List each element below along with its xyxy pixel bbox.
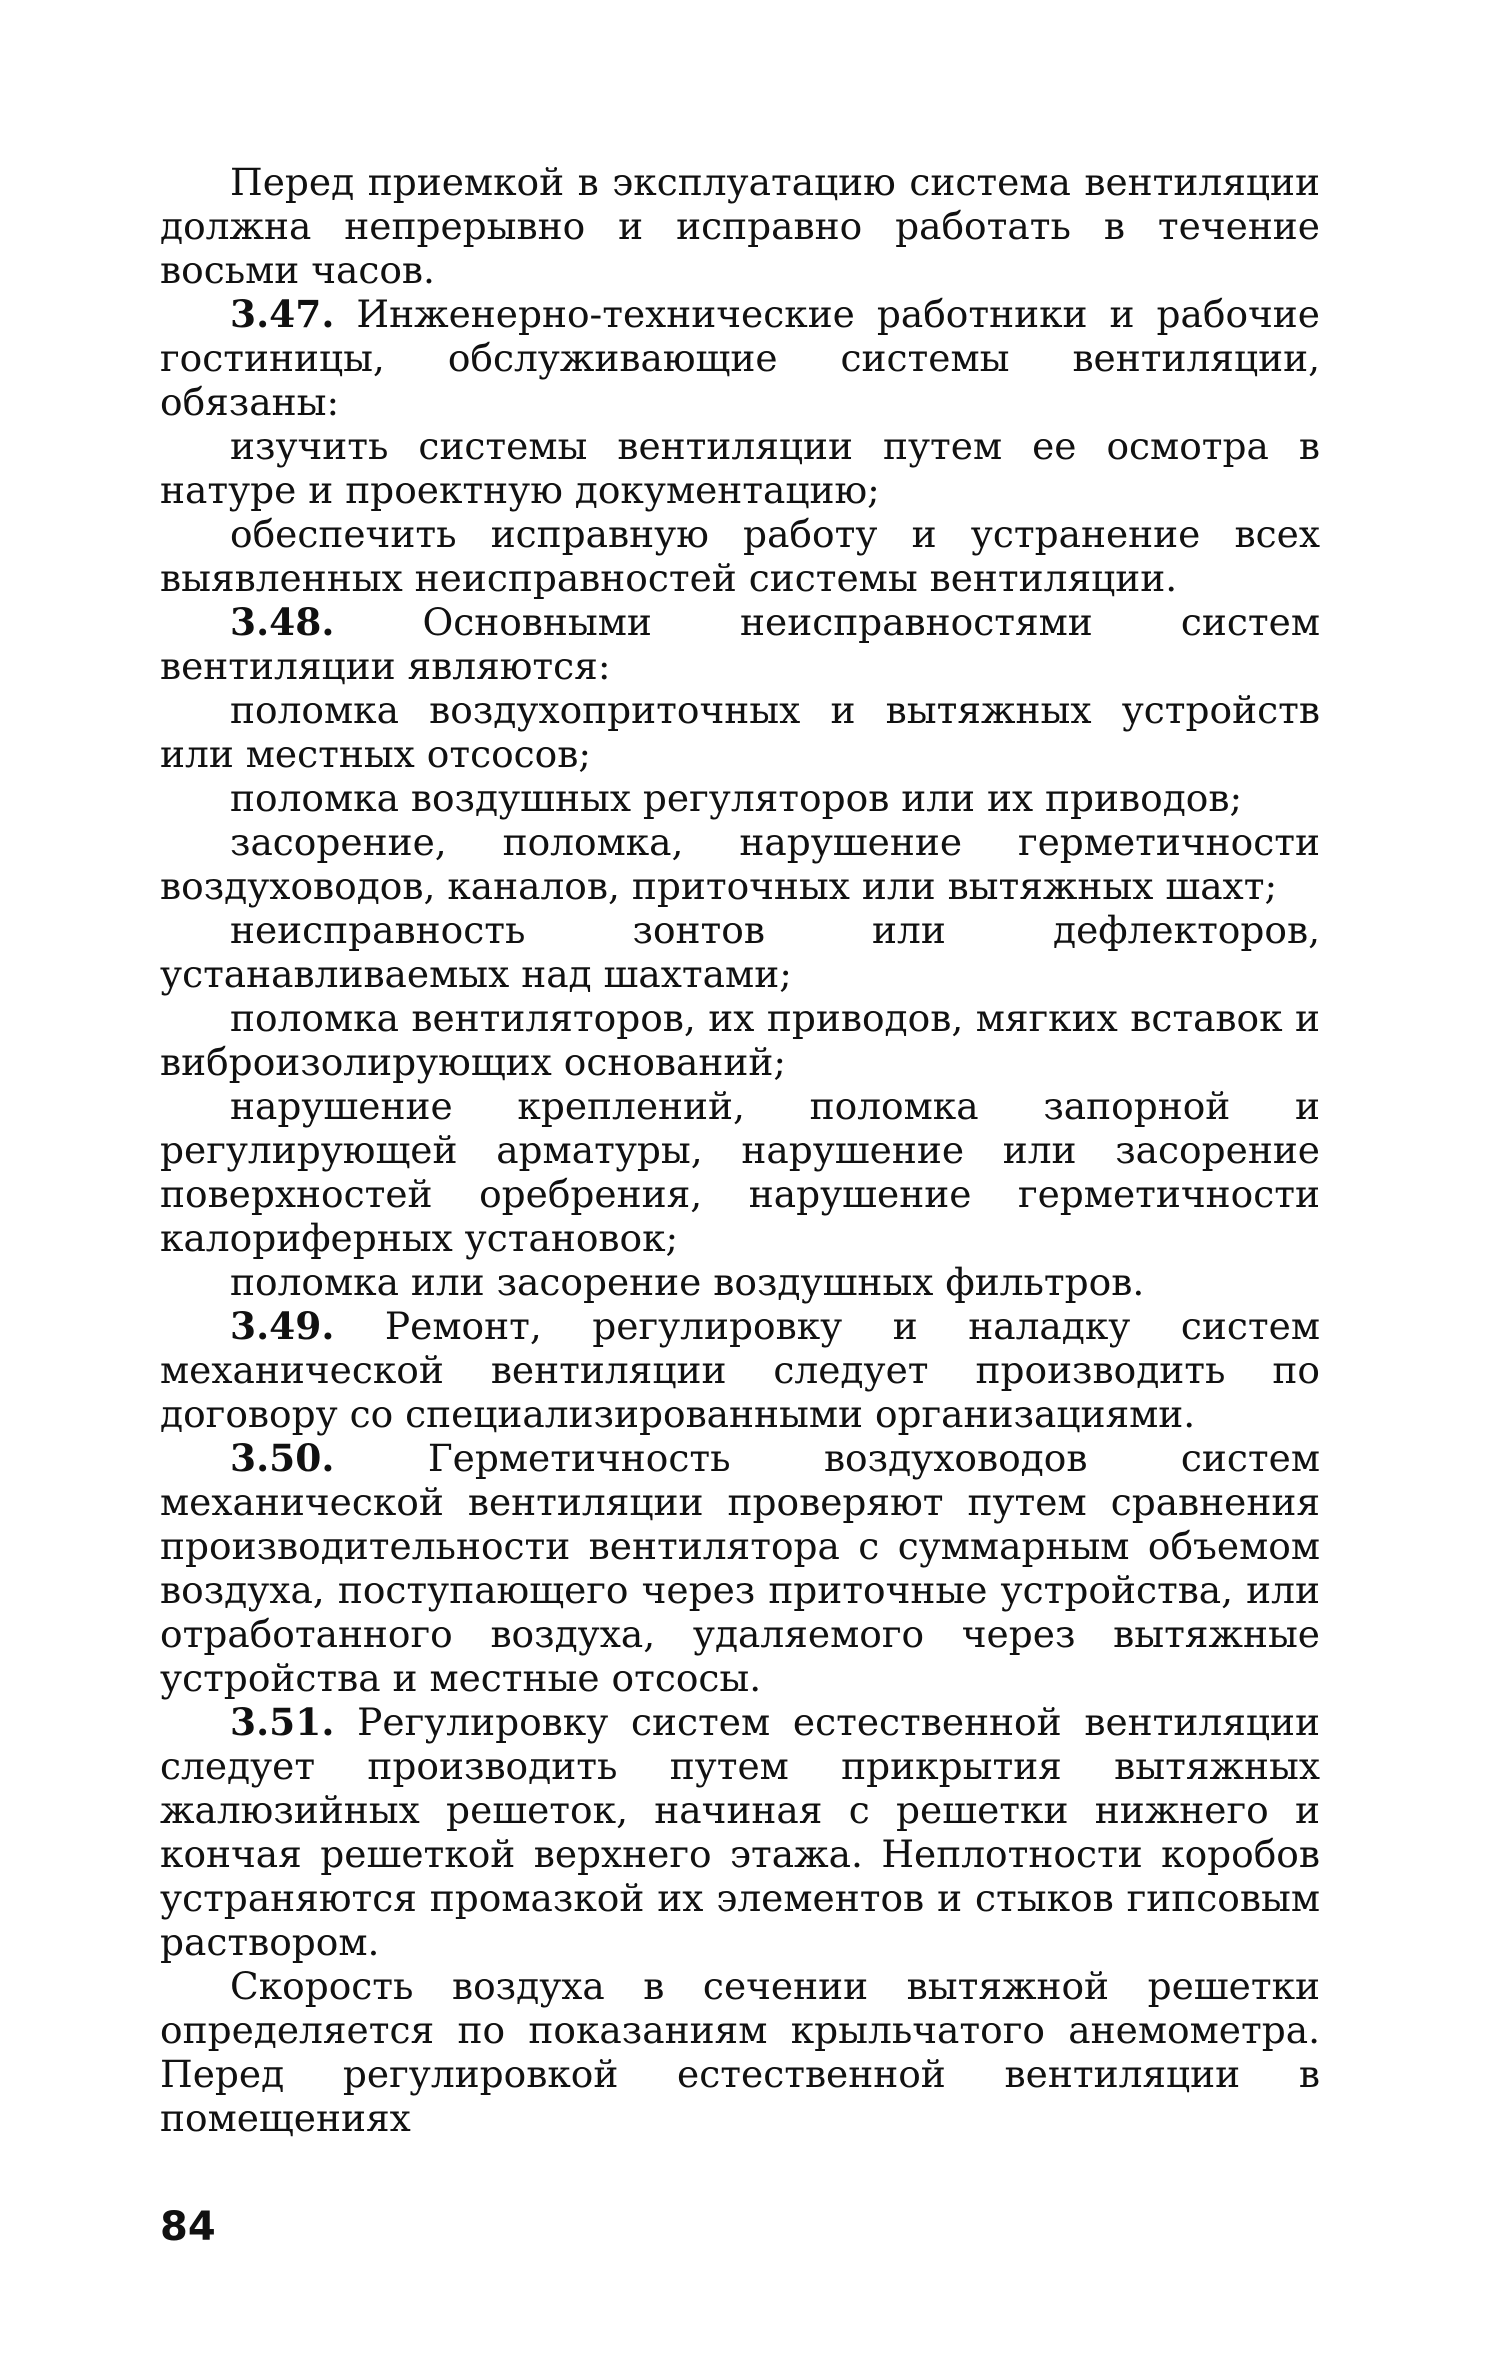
section-3-47 bbox=[160, 292, 1320, 424]
section-3-48 bbox=[160, 600, 1320, 688]
page-body bbox=[160, 160, 1320, 2140]
section-3-47-text: Инженерно-технические работники и рабочие гостиницы, обслуживающие системы вентиляции, обязаны: bbox=[160, 292, 1320, 424]
intro-paragraph: Перед приемкой в эксплуатацию система вентиляции должна непрерывно и исправно работать в течение восьми часов. bbox=[160, 160, 1320, 292]
list-item: неисправность зонтов или дефлекторов, устанавливаемых над шахтами; bbox=[160, 908, 1320, 996]
list-item: нарушение креплений, поломка запорной и регулирующей арматуры, нарушение или засорение поверхностей оребрения, нарушение герметичности калориферных установок; bbox=[160, 1084, 1320, 1260]
list-item: изучить системы вентиляции путем ее осмотра в натуре и проектную документацию; bbox=[160, 424, 1320, 512]
list-item: поломка воздушных регуляторов или их приводов; bbox=[230, 776, 1243, 820]
section-3-50-number: 3.50. bbox=[230, 1436, 335, 1480]
section-3-50-text: Герметичность воздуховодов систем механической вентиляции проверяют путем сравнения производительности вентилятора с суммарным объемом воздуха, поступающего через приточные устройства, или отработанного воздуха, удаляемого через вытяжные устройства и местные отсосы. bbox=[160, 1436, 1320, 1700]
list-item: поломка воздухоприточных и вытяжных устройств или местных отсосов; bbox=[160, 688, 1320, 776]
list-item: обеспечить исправную работу и устранение всех выявленных неисправностей системы вентиляции. bbox=[160, 512, 1320, 600]
section-3-49-number: 3.49. bbox=[230, 1304, 335, 1348]
list-item: засорение, поломка, нарушение герметичности воздуховодов, каналов, приточных или вытяжных шахт; bbox=[160, 820, 1320, 908]
section-3-51-text: Регулировку систем естественной вентиляции следует производить путем прикрытия вытяжных жалюзийных решеток, начиная с решетки нижнего и кончая решеткой верхнего этажа. Неплотности коробов устраняются промазкой их элементов и стыков гипсовым раствором. bbox=[160, 1700, 1320, 1964]
page-number: 84 bbox=[160, 2204, 216, 2250]
section-3-50 bbox=[160, 1436, 1320, 1700]
section-3-51 bbox=[160, 1700, 1320, 1964]
section-3-51-number: 3.51. bbox=[230, 1700, 335, 1744]
section-3-49 bbox=[160, 1304, 1320, 1436]
section-3-47-number: 3.47. bbox=[230, 292, 335, 336]
list-item: поломка вентиляторов, их приводов, мягких вставок и виброизолирующих оснований; bbox=[160, 996, 1320, 1084]
closing-paragraph: Скорость воздуха в сечении вытяжной решетки определяется по показаниям крыльчатого анемометра. Перед регулировкой естественной вентиляции в помещениях bbox=[160, 1964, 1320, 2140]
list-item: поломка или засорение воздушных фильтров. bbox=[230, 1260, 1145, 1304]
section-3-48-text: Основными неисправностями систем вентиляции являются: bbox=[160, 600, 1320, 688]
section-3-48-number: 3.48. bbox=[230, 600, 335, 644]
section-3-49-text: Ремонт, регулировку и наладку систем механической вентиляции следует производить по договору со специализированными организациями. bbox=[160, 1304, 1320, 1436]
